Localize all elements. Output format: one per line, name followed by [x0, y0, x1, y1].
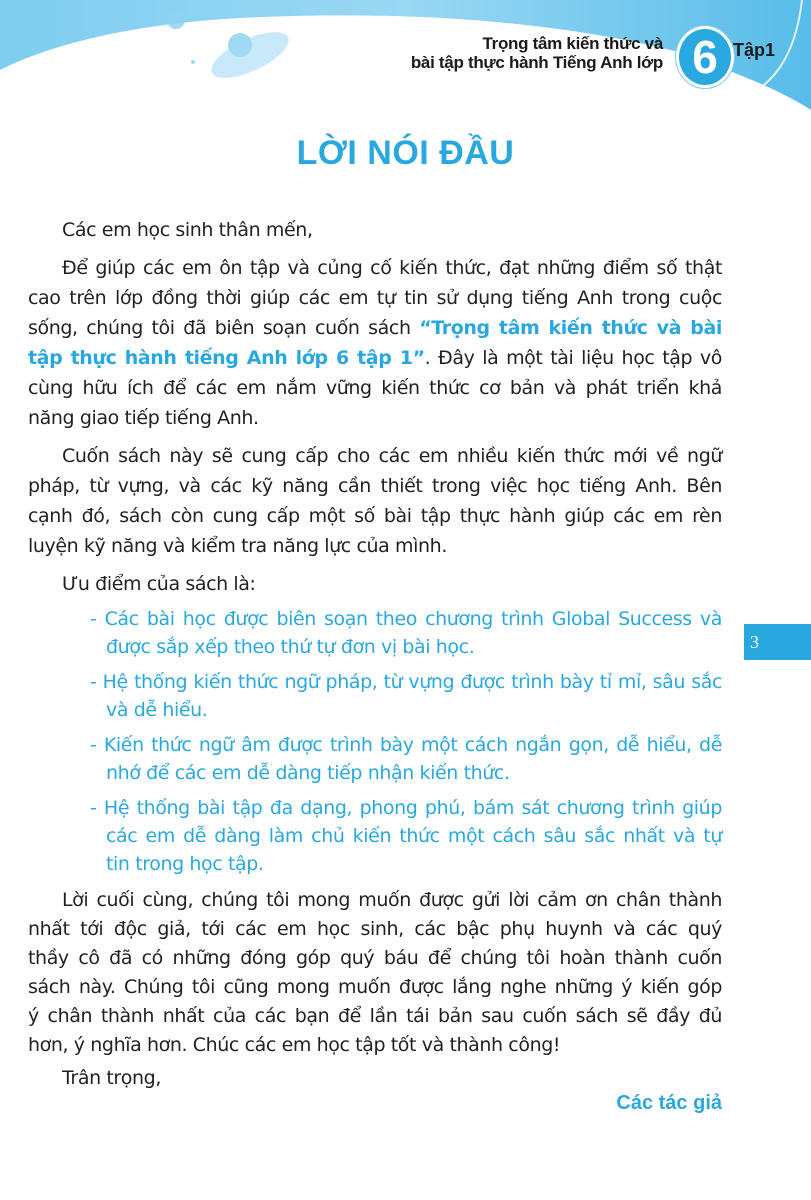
advantages-label [28, 569, 722, 599]
advantages-list [90, 605, 722, 878]
paragraph-line: Lời cuối cùng, chúng tôi mong muốn được gửi lời cảm ơn chân thành [62, 889, 722, 911]
intro-paragraph [28, 253, 722, 433]
list-item [90, 668, 722, 724]
grade-badge: 6 [676, 26, 734, 88]
regards [28, 1064, 328, 1093]
page-number-tab: 3 [744, 624, 811, 660]
advantages-label-text: Ưu điểm của sách là: [62, 573, 256, 595]
book-series-title [411, 34, 663, 72]
list-item-line: - Hệ thống kiến thức ngữ pháp, từ vựng được trình bày tỉ mỉ, sâu sắc [90, 671, 722, 693]
paragraph-line: sách này. Chúng tôi cũng mong muốn được lắng nghe những ý kiến góp [28, 976, 722, 998]
paragraph-line: Cuốn sách này sẽ cung cấp cho các em nhiều kiến thức mới về ngữ [62, 445, 722, 467]
series-title-line-1: Trọng tâm kiến thức và [482, 34, 663, 53]
book-title-highlight: tập thực hành tiếng Anh lớp 6 tập 1” [28, 347, 425, 369]
text-run: sống, chúng tôi đã biên soạn cuốn sách [28, 317, 420, 339]
signature: Các tác giả [616, 1092, 722, 1114]
paragraph-line: nhất tới độc giả, tới các em học sinh, các bậc phụ huynh và các quý [28, 918, 722, 940]
list-item-line: và dễ hiểu. [106, 699, 208, 721]
paragraph-line: cao trên lớp đồng thời giúp các em tự tin sử dụng tiếng Anh trong cuộc [28, 287, 722, 309]
book-title-highlight: “Trọng tâm kiến thức và bài [419, 317, 722, 339]
page-header [0, 0, 811, 130]
text-run: . Đây là một tài liệu học tập vô [424, 347, 722, 369]
paragraph-line: năng giao tiếp tiếng Anh. [28, 407, 259, 429]
list-item-line: - Các bài học được biên soạn theo chương trình Global Success và [90, 608, 722, 630]
list-item [90, 605, 722, 661]
greeting-text: Các em học sinh thân mến, [62, 219, 313, 241]
paragraph-line: hơn, ý nghĩa hơn. Chúc các em học tập tốt và thành công! [28, 1034, 561, 1056]
list-item-line: tin trong học tập. [106, 853, 264, 875]
paragraph-line: thầy cô đã có những đóng góp quý báu để chúng tôi hoàn thành cuốn [28, 947, 722, 969]
paragraph-line: ý chân thành nhất của các bạn để lần tái bản sau cuốn sách sẽ đầy đủ [28, 1005, 722, 1027]
paragraph-line [28, 313, 722, 343]
list-item-line: - Hệ thống bài tập đa dạng, phong phú, bám sát chương trình giúp [90, 797, 722, 819]
paragraph-line: luyện kỹ năng và kiểm tra năng lực của mình. [28, 535, 447, 557]
regards-text: Trân trọng, [62, 1067, 161, 1089]
list-item-line: các em dễ dàng làm chủ kiến thức một cách sâu sắc nhất và tự [106, 825, 722, 847]
list-item-line: - Kiến thức ngữ âm được trình bày một cách ngắn gọn, dễ hiểu, dễ [90, 734, 722, 756]
paragraph-line: Để giúp các em ôn tập và củng cố kiến thức, đạt những điểm số thật [62, 257, 722, 279]
series-title-line-2: bài tập thực hành Tiếng Anh lớp [410, 53, 663, 72]
paragraph-line: cùng hữu ích để các em nắm vững kiến thức cơ bản và phát triển khả [28, 377, 722, 399]
paragraph-line: cạnh đó, sách còn cung cấp một số bài tập thực hành giúp các em rèn [28, 505, 722, 527]
volume-label: Tập1 [733, 40, 776, 60]
list-item [90, 731, 722, 787]
closing-paragraph [28, 886, 722, 1060]
list-item-line: nhớ để các em dễ dàng tiếp nhận kiến thức. [106, 762, 510, 784]
list-item [90, 794, 722, 878]
list-item-line: được sắp xếp theo thứ tự đơn vị bài học. [106, 636, 475, 658]
greeting [28, 215, 722, 245]
paragraph-line: pháp, từ vựng, và các kỹ năng cần thiết trong việc học tiếng Anh. Bên [28, 475, 722, 497]
paragraph-line [28, 343, 722, 373]
content-paragraph [28, 441, 722, 561]
page-title: LỜI NÓI ĐẦU [296, 134, 515, 172]
